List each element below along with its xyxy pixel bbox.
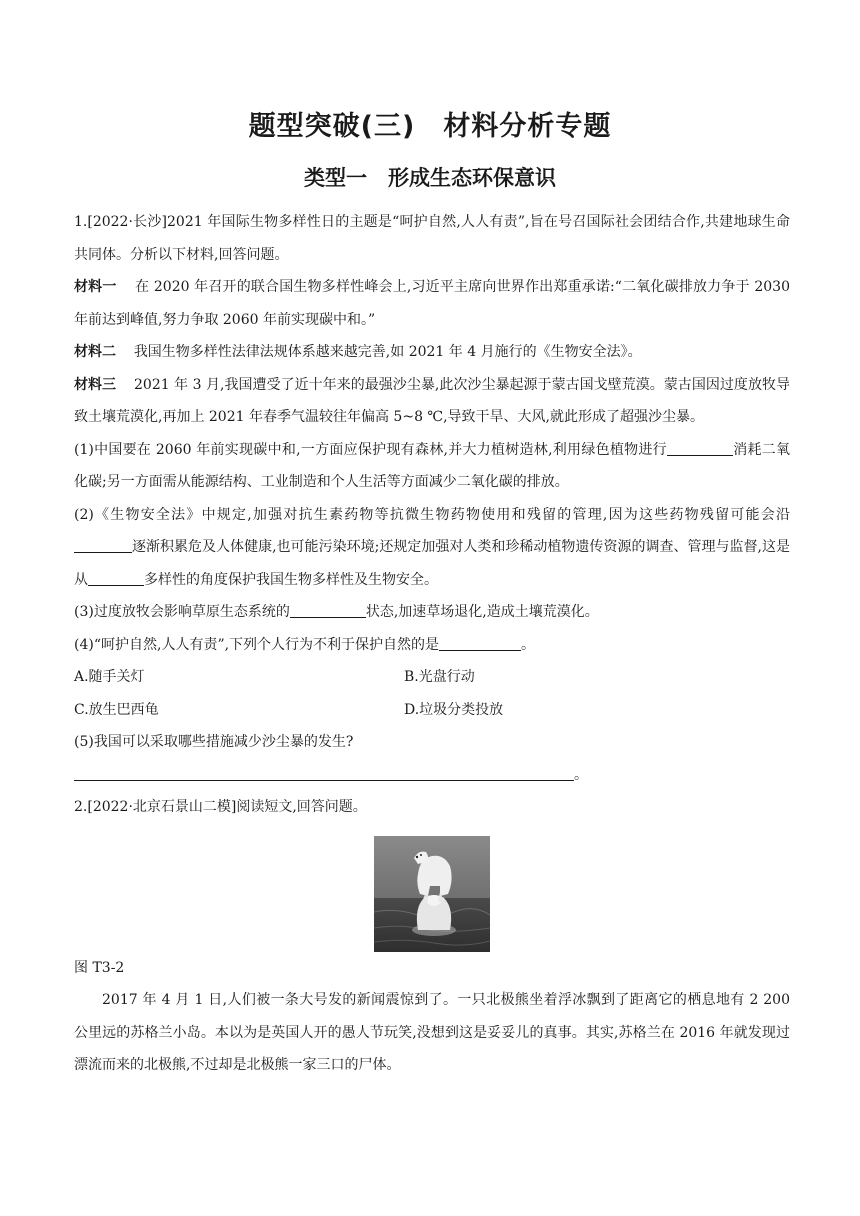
polar-bear-on-ice-image	[374, 836, 490, 952]
document-body	[74, 206, 790, 1082]
question-1-part-4	[74, 629, 790, 662]
answer-blank-5[interactable]	[439, 634, 521, 651]
part-4-text-b: 。	[521, 636, 536, 653]
material-2-label: 材料二	[74, 344, 116, 360]
part-2-text-a: (2)《生物安全法》中规定,加强对抗生素药物等抗微生物药物使用和残留的管理,因为这些药物残留可能会沿	[74, 506, 790, 523]
question-1-part-5: (5)我国可以采取哪些措施减少沙尘暴的发生?	[74, 734, 354, 750]
material-1	[74, 271, 790, 336]
options-row-1	[74, 661, 790, 694]
page-title: 题型突破(三) 材料分析专题	[248, 111, 612, 142]
figure-caption: 图 T3-2	[74, 959, 125, 976]
options-row-2	[74, 694, 790, 727]
part-5-end: 。	[574, 766, 588, 783]
part-4-text-a: (4)“呵护自然,人人有责”,下列个人行为不利于保护自然的是	[74, 636, 440, 653]
part-2-text-c: 多样性的角度保护我国生物多样性及生物安全。	[144, 571, 438, 588]
material-3	[74, 369, 790, 434]
question-2-passage: 2017 年 4 月 1 日,人们被一条大号发的新闻震惊到了。一只北极熊坐着浮冰飘到了距离它的栖息地有 2 200 公里远的苏格兰小岛。本以为是英国人开的愚人节玩笑,没想到这是妥妥儿的真事。其实,苏格兰在 2016 年就发现过漂流而来的北极熊,不过却是北极熊一家三口的尸体。	[74, 992, 790, 1073]
question-1-part-5-answer	[74, 759, 790, 792]
answer-blank-4[interactable]	[290, 601, 366, 618]
material-1-text: 在 2020 年召开的联合国生物多样性峰会上,习近平主席向世界作出郑重承诺:“二氧化碳排放力争于 2030 年前达到峰值,努力争取 2060 年前实现碳中和。”	[74, 279, 790, 328]
part-1-text-b: 消耗二氧化碳;另一方面需从能源结构、工业制造和个人生活等方面减少二氧化碳的排放。	[74, 441, 791, 490]
answer-blank-3[interactable]	[88, 569, 144, 586]
material-3-label: 材料三	[74, 376, 117, 393]
polar-bear-figure	[374, 836, 490, 952]
section-subtitle: 类型一 形成生态环保意识	[304, 166, 556, 190]
part-3-text-a: (3)过度放牧会影响草原生态系统的	[74, 604, 290, 620]
material-2	[74, 336, 790, 369]
material-2-text: 我国生物多样性法律法规体系越来越完善,如 2021 年 4 月施行的《生物安全法》。	[133, 344, 642, 360]
question-1-intro: 1.[2022·长沙]2021 年国际生物多样性日的主题是“呵护自然,人人有责”,旨在号召国际社会团结合作,共建地球生命共同体。分析以下材料,回答问题。	[74, 214, 790, 263]
option-c[interactable]: C.放生巴西龟	[74, 701, 159, 718]
option-d[interactable]: D.垃圾分类投放	[404, 701, 504, 718]
option-a[interactable]: A.随手关灯	[74, 669, 145, 685]
part-2-text-b: 逐渐积累危及人体健康,也可能污染环境;还规定加强对人类和珍稀动植物遗传资源的调查、管理与监督,这是从	[74, 539, 790, 588]
part-3-text-b: 状态,加速草场退化,造成土壤荒漠化。	[365, 604, 599, 620]
question-1-part-1	[74, 434, 790, 499]
option-b[interactable]: B.光盘行动	[404, 669, 475, 685]
question-2-intro: 2.[2022·北京石景山二模]阅读短文,回答问题。	[74, 799, 367, 815]
material-1-label: 材料一	[74, 279, 117, 295]
question-1-part-3	[74, 596, 790, 629]
answer-blank-2[interactable]	[74, 536, 132, 553]
answer-blank-1[interactable]	[667, 439, 733, 456]
question-1-part-2	[74, 499, 790, 597]
part-1-text-a: (1)中国要在 2060 年前实现碳中和,一方面应保护现有森林,并大力植树造林,利用绿色植物进行	[74, 441, 667, 458]
answer-line-5[interactable]	[74, 762, 574, 781]
material-3-text: 2021 年 3 月,我国遭受了近十年来的最强沙尘暴,此次沙尘暴起源于蒙古国戈壁荒漠。蒙古国因过度放牧导致土壤荒漠化,再加上 2021 年春季气温较往年偏高 5~8 ℃,导致干旱、大风,就此形成了超强沙尘暴。	[74, 376, 790, 425]
